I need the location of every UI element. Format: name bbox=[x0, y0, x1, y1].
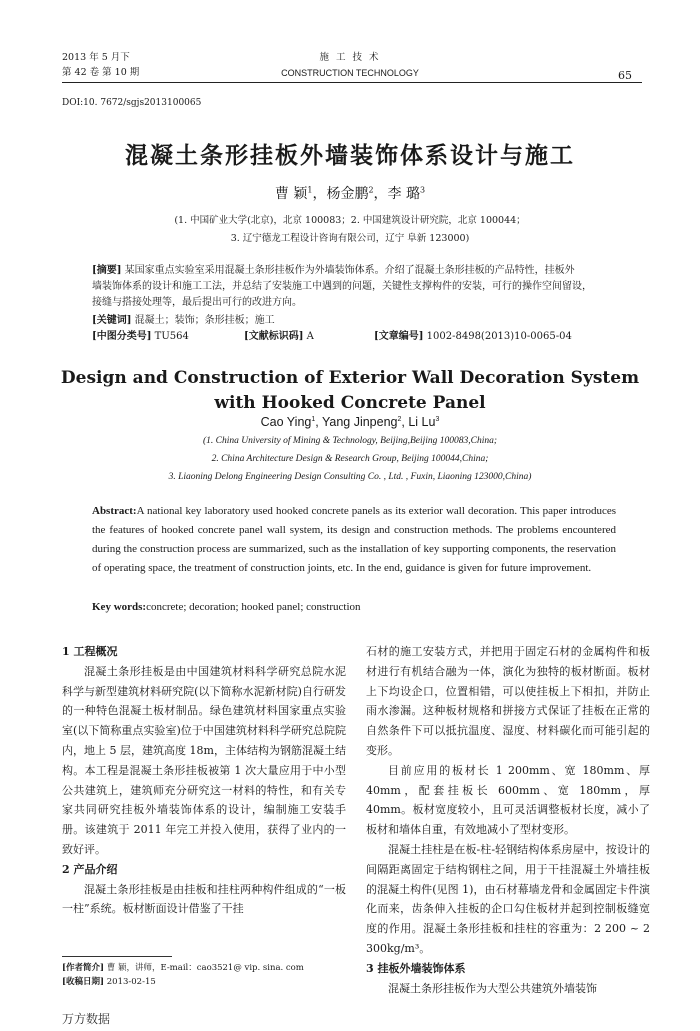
affiliation-cn-line1: (1. 中国矿业大学(北京)，北京 100083；2. 中国建筑设计研究院，北京 100044； bbox=[174, 215, 526, 226]
section-3-paragraph: 混凝土条形挂板作为大型公共建筑外墙装饰 bbox=[388, 981, 597, 995]
abstract-cn bbox=[92, 263, 616, 345]
author-2-en: , Yang Jinpeng bbox=[315, 415, 398, 429]
doc-code: A bbox=[306, 331, 314, 342]
author-2-affil-cn: 2 bbox=[368, 185, 374, 195]
author-1-cn: 曹 颖 bbox=[274, 186, 308, 202]
keywords-en-line bbox=[92, 601, 616, 613]
title-en bbox=[0, 366, 700, 416]
keywords-en-label: Key words: bbox=[92, 601, 147, 613]
affiliation-cn-line2: 3. 辽宁德龙工程设计咨询有限公司，辽宁 阜新 123000) bbox=[230, 233, 470, 244]
clc-label: [中图分类号] bbox=[92, 331, 152, 342]
body-right-column bbox=[366, 642, 650, 998]
footnote-author bbox=[62, 962, 304, 974]
issue-date: 2013 年 5 月下 bbox=[62, 52, 130, 63]
abstract-en bbox=[92, 502, 616, 578]
author-1-affil-cn: 1 bbox=[307, 185, 313, 195]
footnote-rule bbox=[62, 956, 172, 957]
author-2-cn: ，杨金鹏 bbox=[312, 186, 369, 202]
title-en-line1: Design and Construction of Exterior Wall Decoration System bbox=[60, 368, 640, 388]
footnote-date bbox=[62, 976, 156, 988]
section-2-paragraph-1-continued: 石材的施工安装方式，并把用于固定石材的金属构件和板材进行有机结合融为一体，演化为独特的板材断面。板材上下均设企口，位置相错，可以使挂板上下相扣，并防止雨水渗漏。这种板材规格和拼接方式保证了挂板在正常的自然条件下可以抵抗温度、湿度、材料碳化而可能引起的变形。 bbox=[366, 645, 650, 757]
author-3-en: , Li Lu bbox=[401, 415, 436, 429]
journal-title-en: CONSTRUCTION TECHNOLOGY bbox=[281, 68, 419, 78]
abstract-en-label: Abstract: bbox=[92, 505, 137, 517]
clc-number: TU564 bbox=[154, 331, 189, 342]
section-1-paragraph: 混凝土条形挂板是由中国建筑材料科学研究总院水泥科学与新型建筑材料研究院(以下简称水泥新材院)自行研发的一种特色混凝土板材制品。绿色建筑材料国家重点实验室(以下简称重点实验室)位于中国建筑材料科学研究总院院内，地上 5 层，建筑高度 18m，主体结构为钢筋混凝土结构。本工程是混凝土条形挂板被第 1 次大量应用于中小型公共建筑上，建筑师充分研究这一材料的特性，和有关专家共同研究挂板外墙装饰体系的设计，编制施工安装手册。该建筑于 2011 年完工并投入使用，获得了业内的一致好评。 bbox=[62, 664, 346, 856]
author-1-affil-en: 1 bbox=[311, 415, 316, 423]
abstract-cn-line1: 某国家重点实验室采用混凝土条形挂板作为外墙装饰体系。介绍了混凝土条形挂板的产品特性，挂板外 bbox=[124, 265, 575, 276]
authors-en bbox=[0, 415, 700, 429]
keywords-cn-label: [关键词] bbox=[92, 315, 132, 326]
journal-title-cn: 施 工 技 术 bbox=[319, 52, 381, 63]
abstract-en-text: A national key laboratory used hooked concrete panels as its exterior wall decoration. This paper introduces the features of hooked concrete panel wall system, its design and construction methods. The problems encountered during the construction process are summarized, such as the installation of key supporting components, the reservation of operating space, the treatment of construction joints, etc. In the end, guidance is given for future improvement. bbox=[92, 505, 616, 574]
body-left-column bbox=[62, 642, 346, 919]
section-1-heading: 1 工程概况 bbox=[62, 645, 118, 658]
abstract-cn-line2: 墙装饰体系的设计和施工工法，并总结了安装施工中遇到的问题，关键性支撑构件的安装，可行的操作空间留设， bbox=[92, 281, 592, 292]
section-2-paragraph-2: 目前应用的板材长 1 200mm、宽 180mm、厚 40mm，配套挂板长 600mm、宽 180mm，厚 40mm。板材宽度较小，且可灵活调整板材长度，减小了板材和墙体自重，有效地减小了型材变形。 bbox=[366, 763, 650, 837]
volume-issue: 第 42 卷 第 10 期 bbox=[62, 67, 140, 78]
article-no: 1002-8498(2013)10-0065-04 bbox=[426, 331, 572, 342]
title-en-line2: with Hooked Concrete Panel bbox=[214, 393, 486, 413]
author-3-affil-en: 3 bbox=[435, 415, 440, 423]
keywords-en: concrete; decoration; hooked panel; construction bbox=[146, 601, 361, 613]
footnote-author-text: 曹 颖，讲师，E-mail：cao3521@ vip. sina. com bbox=[106, 963, 304, 973]
page-number: 65 bbox=[618, 69, 632, 82]
abstract-cn-line3: 接缝与搭接处理等，最后提出可行的改进方向。 bbox=[92, 297, 302, 308]
doc-code-label: [文献标识码] bbox=[244, 331, 304, 342]
doi: DOI:10. 7672/sgjs2013100065 bbox=[62, 98, 202, 108]
section-2-paragraph-1: 混凝土条形挂板是由挂板和挂柱两种构件组成的“一板一柱”系统。板材断面设计借鉴了干挂 bbox=[62, 882, 346, 916]
authors-cn bbox=[0, 183, 700, 203]
section-3-heading: 3 挂板外墙装饰体系 bbox=[366, 961, 466, 975]
title-cn: 混凝土条形挂板外墙装饰体系设计与施工 bbox=[125, 142, 575, 169]
footnote-author-label: [作者简介] bbox=[62, 963, 105, 973]
affiliation-en-line3: 3. Liaoning Delong Engineering Design Consulting Co. , Ltd. , Fuxin, Liaoning 123000,China) bbox=[168, 472, 532, 482]
author-3-cn: ，李 璐 bbox=[373, 186, 420, 202]
section-2-heading: 2 产品介绍 bbox=[62, 862, 118, 876]
brand-watermark: 万方数据 bbox=[62, 1012, 111, 1026]
header-rule bbox=[62, 82, 642, 83]
author-3-affil-cn: 3 bbox=[420, 185, 426, 195]
affiliation-en-line1: (1. China University of Mining & Technology, Beijing,Beijing 100083,China; bbox=[202, 436, 498, 446]
author-1-en: Cao Ying bbox=[260, 415, 312, 429]
footnote-date-text: 2013-02-15 bbox=[106, 977, 156, 987]
abstract-cn-label: [摘要] bbox=[92, 265, 122, 276]
footnote-date-label: [收稿日期] bbox=[62, 977, 105, 987]
affiliation-en-line2: 2. China Architecture Design & Research Group, Beijing 100044,China; bbox=[211, 454, 489, 464]
section-2-paragraph-3: 混凝土挂柱是在板-柱-轻钢结构体系房屋中，按设计的间隔距离固定于结构钢柱之间，用于干挂混凝土外墙挂板的混凝土构件(见图 1)，由石材幕墙龙骨和金属固定卡件演化而来，齿条伸入挂板的企口勾住板材并起到控制板缝宽度的作用。混凝土条形挂板和挂柱的容重为：2 200 ~ 2 300kg/m³。 bbox=[366, 842, 650, 955]
keywords-cn: 混凝土；装饰；条形挂板；施工 bbox=[134, 315, 275, 326]
article-no-label: [文章编号] bbox=[374, 331, 424, 342]
author-2-affil-en: 2 bbox=[397, 415, 402, 423]
